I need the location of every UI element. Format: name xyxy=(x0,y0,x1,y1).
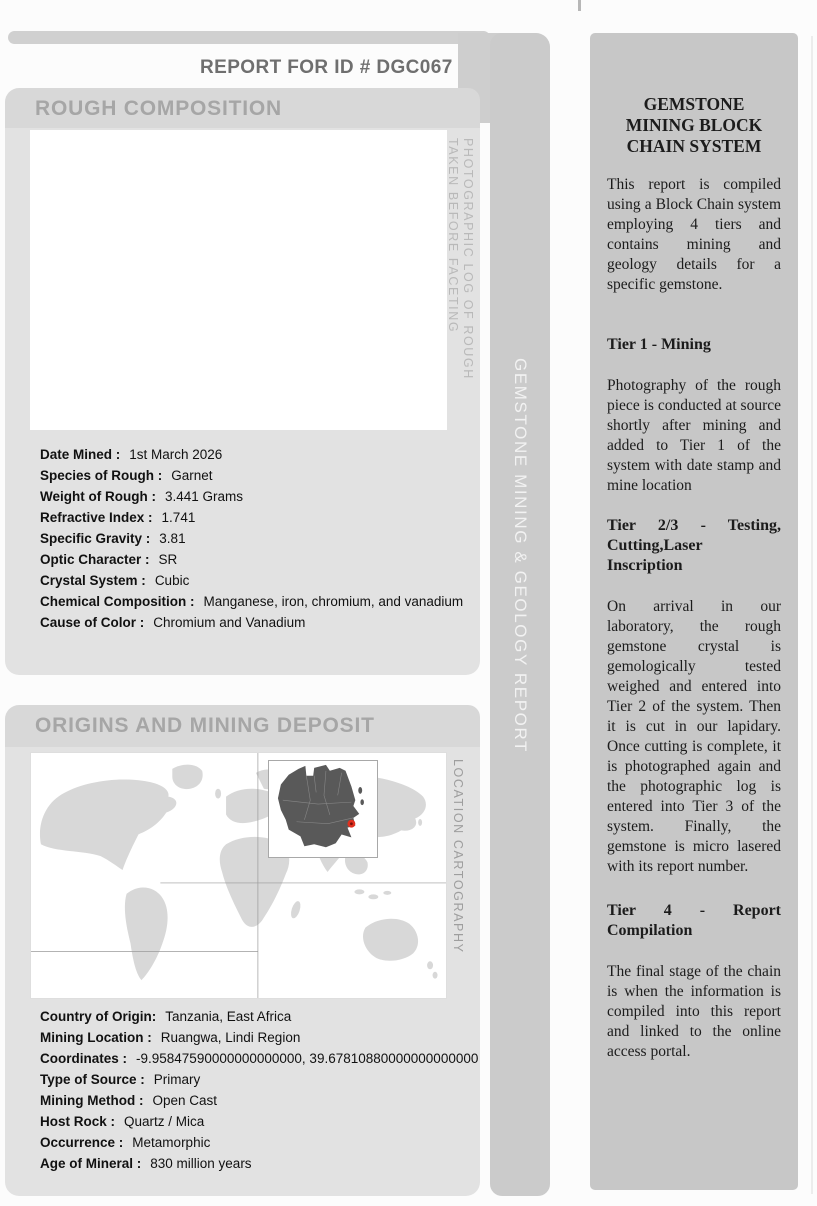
field-row xyxy=(40,1153,478,1174)
field-label: Host Rock : xyxy=(40,1114,116,1129)
origins-section xyxy=(5,747,480,1196)
field-row xyxy=(40,1090,478,1111)
rough-composition-section xyxy=(5,128,480,675)
tanzania-inset-map xyxy=(268,760,378,858)
field-value: 3.441 Grams xyxy=(164,489,244,504)
map-caption: LOCATION CARTOGRAPHY xyxy=(451,759,465,954)
field-row xyxy=(40,1132,478,1153)
field-value: 1st March 2026 xyxy=(129,447,223,462)
field-value: Garnet xyxy=(171,468,213,483)
field-label: Weight of Rough : xyxy=(40,489,156,504)
field-label: Mining Method : xyxy=(40,1093,144,1108)
location-marker-center-icon xyxy=(350,822,353,825)
tier23-body: On arrival in our laboratory, the rough gemstone crystal is gemologically tested weighed and entered into Tier 2 of the system. Then it is cut in our lapidary. Once cutting is complete, it is photographed again and the photographic log is entered into Tier 3 of the system. Finally, the gemstone is micro lasered with its report number. xyxy=(607,598,781,875)
field-row xyxy=(40,1027,478,1048)
field-value: Metamorphic xyxy=(132,1135,211,1150)
field-row xyxy=(40,549,463,570)
field-row xyxy=(40,570,463,591)
field-value: Tanzania, East Africa xyxy=(165,1009,292,1024)
field-value: Chromium and Vanadium xyxy=(153,615,306,630)
field-value: Manganese, iron, chromium, and vanadium xyxy=(203,594,464,609)
top-divider-tick xyxy=(578,0,581,11)
field-label: Type of Source : xyxy=(40,1072,145,1087)
field-value: Cubic xyxy=(154,573,190,588)
field-label: Crystal System : xyxy=(40,573,146,588)
world-map xyxy=(30,752,447,999)
tanzania-map-svg xyxy=(269,761,377,857)
field-label: Species of Rough : xyxy=(40,468,163,483)
field-label: Occurrence : xyxy=(40,1135,124,1150)
field-label: Specific Gravity : xyxy=(40,531,151,546)
world-map-svg xyxy=(31,753,446,998)
tier23-heading: Tier 2/3 - Testing, Cutting,Laser Inscription xyxy=(607,517,781,574)
blockchain-sidebar xyxy=(590,33,798,1190)
field-value: 830 million years xyxy=(150,1156,252,1171)
photo-caption-line-1: PHOTOGRAPHIC LOG OF ROUGH xyxy=(461,138,475,380)
field-row xyxy=(40,1111,478,1132)
page-title: REPORT FOR ID # DGC067 xyxy=(200,57,453,78)
field-row xyxy=(40,1069,478,1090)
tier4-heading: Tier 4 - Report Compilation xyxy=(607,902,781,939)
field-row xyxy=(40,591,463,612)
tier1-heading: Tier 1 - Mining xyxy=(607,336,711,353)
field-label: Age of Mineral : xyxy=(40,1156,142,1171)
field-value: Quartz / Mica xyxy=(124,1114,205,1129)
field-value: SR xyxy=(158,552,178,567)
spine-strip xyxy=(490,33,550,1196)
field-label: Cause of Color : xyxy=(40,615,145,630)
field-row xyxy=(40,1048,478,1069)
field-value: Ruangwa, Lindi Region xyxy=(160,1030,301,1045)
field-row xyxy=(40,612,463,633)
origins-heading: ORIGINS AND MINING DEPOSIT xyxy=(5,705,480,747)
tier4-body: The final stage of the chain is when the information is compiled into this report and linked to the online access portal. xyxy=(607,963,781,1060)
field-value: 1.741 xyxy=(161,510,196,525)
page-edge-line xyxy=(811,36,813,1194)
origins-fields xyxy=(40,1006,478,1174)
field-value: 3.81 xyxy=(159,531,186,546)
panel-top-bar xyxy=(8,31,490,44)
field-value: Open Cast xyxy=(152,1093,218,1108)
rough-fields xyxy=(40,444,463,633)
field-label: Optic Character : xyxy=(40,552,150,567)
field-row xyxy=(40,507,463,528)
field-row xyxy=(40,1006,478,1027)
field-row xyxy=(40,444,463,465)
field-label: Country of Origin: xyxy=(40,1009,157,1024)
field-label: Coordinates : xyxy=(40,1051,128,1066)
field-row xyxy=(40,486,463,507)
field-label: Chemical Composition : xyxy=(40,594,195,609)
field-label: Refractive Index : xyxy=(40,510,153,525)
rough-photo-placeholder xyxy=(30,130,447,430)
spine-title: GEMSTONE MINING & GEOLOGY REPORT xyxy=(511,358,530,754)
field-row xyxy=(40,528,463,549)
sidebar-intro: This report is compiled using a Block Chain system employing 4 tiers and contains mining and geology details for a specific gemstone. xyxy=(607,176,781,293)
field-label: Date Mined : xyxy=(40,447,121,462)
tier1-body: Photography of the rough piece is conducted at source shortly after mining and added to Tier 1 of the system with date stamp and mine location xyxy=(607,377,781,494)
photo-caption-line-2: TAKEN BEFORE FACETING xyxy=(446,138,460,334)
photo-caption xyxy=(445,138,475,438)
rough-composition-heading: ROUGH COMPOSITION xyxy=(5,88,480,128)
field-value: -9.95847590000000000000, 39.67810880000000000000 xyxy=(136,1051,479,1066)
field-value: Primary xyxy=(153,1072,201,1087)
field-label: Mining Location : xyxy=(40,1030,152,1045)
sidebar-title: GEMSTONE MINING BLOCK CHAIN SYSTEM xyxy=(625,94,763,156)
field-row xyxy=(40,465,463,486)
